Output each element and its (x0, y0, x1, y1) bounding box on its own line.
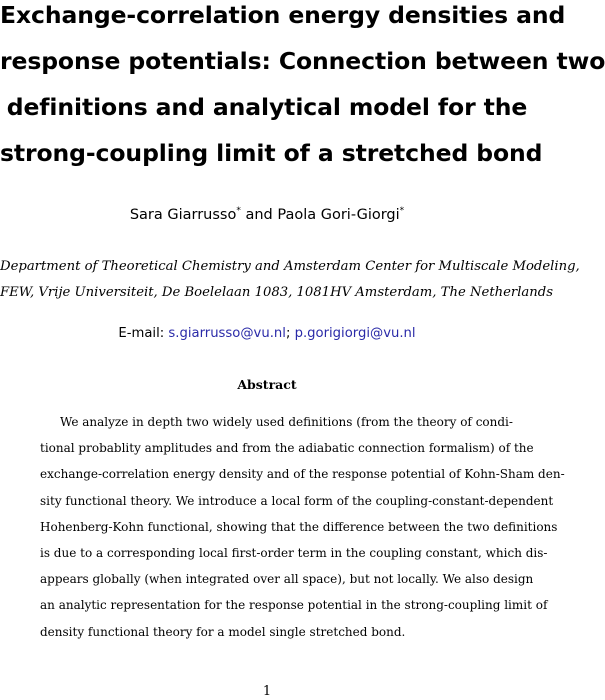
author-2-corresponding-mark: * (399, 206, 405, 216)
abstract-line: Hohenberg-Kohn functional, showing that the difference between the two definitions (40, 519, 558, 534)
page-number: 1 (262, 684, 272, 699)
email-separator: ; (285, 326, 291, 341)
title-line-4: strong-coupling limit of a stretched bond (0, 139, 543, 167)
email-link-2[interactable]: p.gorigiorgi@vu.nl (294, 326, 416, 341)
affiliation-line-1: Department of Theoretical Chemistry and Amsterdam Center for Multiscale Modeling, (0, 259, 580, 274)
abstract-line: is due to a corresponding local first-order term in the coupling constant, which dis- (40, 545, 548, 560)
abstract-line: appears globally (when integrated over all space), but not locally. We also design (40, 572, 534, 587)
paper-title (0, 0, 605, 176)
affiliation-line-2: FEW, Vrije Universiteit, De Boelelaan 1083, 1081HV Amsterdam, The Netherlands (0, 285, 553, 300)
abstract-heading: Abstract (237, 377, 297, 392)
title-line-2: response potentials: Connection between two (0, 47, 605, 75)
abstract-line: an analytic representation for the response potential in the strong-coupling limit of (40, 598, 548, 613)
contact-email (0, 326, 534, 341)
abstract-line: exchange-correlation energy density and of the response potential of Kohn-Sham den- (40, 467, 565, 482)
author-list (0, 206, 534, 223)
author-1-corresponding-mark: * (236, 206, 241, 216)
title-line-1: Exchange-correlation energy densities and (0, 1, 566, 29)
abstract-line: We analyze in depth two widely used definitions (from the theory of condi- (60, 415, 513, 429)
email-label: E-mail: (118, 326, 165, 341)
abstract-line: sity functional theory. We introduce a local form of the coupling-constant-dependent (40, 493, 554, 508)
abstract-line: tional probablity amplitudes and from the adiabatic connection formalism) of the (40, 441, 534, 456)
author-name-1: Sara Giarrusso (129, 207, 237, 223)
author-conjunction: and (245, 207, 273, 223)
email-link-1[interactable]: s.giarrusso@vu.nl (168, 326, 286, 341)
abstract-body (40, 409, 565, 645)
author-name-2: Paola Gori-Giorgi (277, 207, 400, 223)
title-line-3: definitions and analytical model for the (6, 93, 528, 121)
affiliation (0, 254, 580, 306)
abstract-line: density functional theory for a model single stretched bond. (40, 624, 406, 639)
